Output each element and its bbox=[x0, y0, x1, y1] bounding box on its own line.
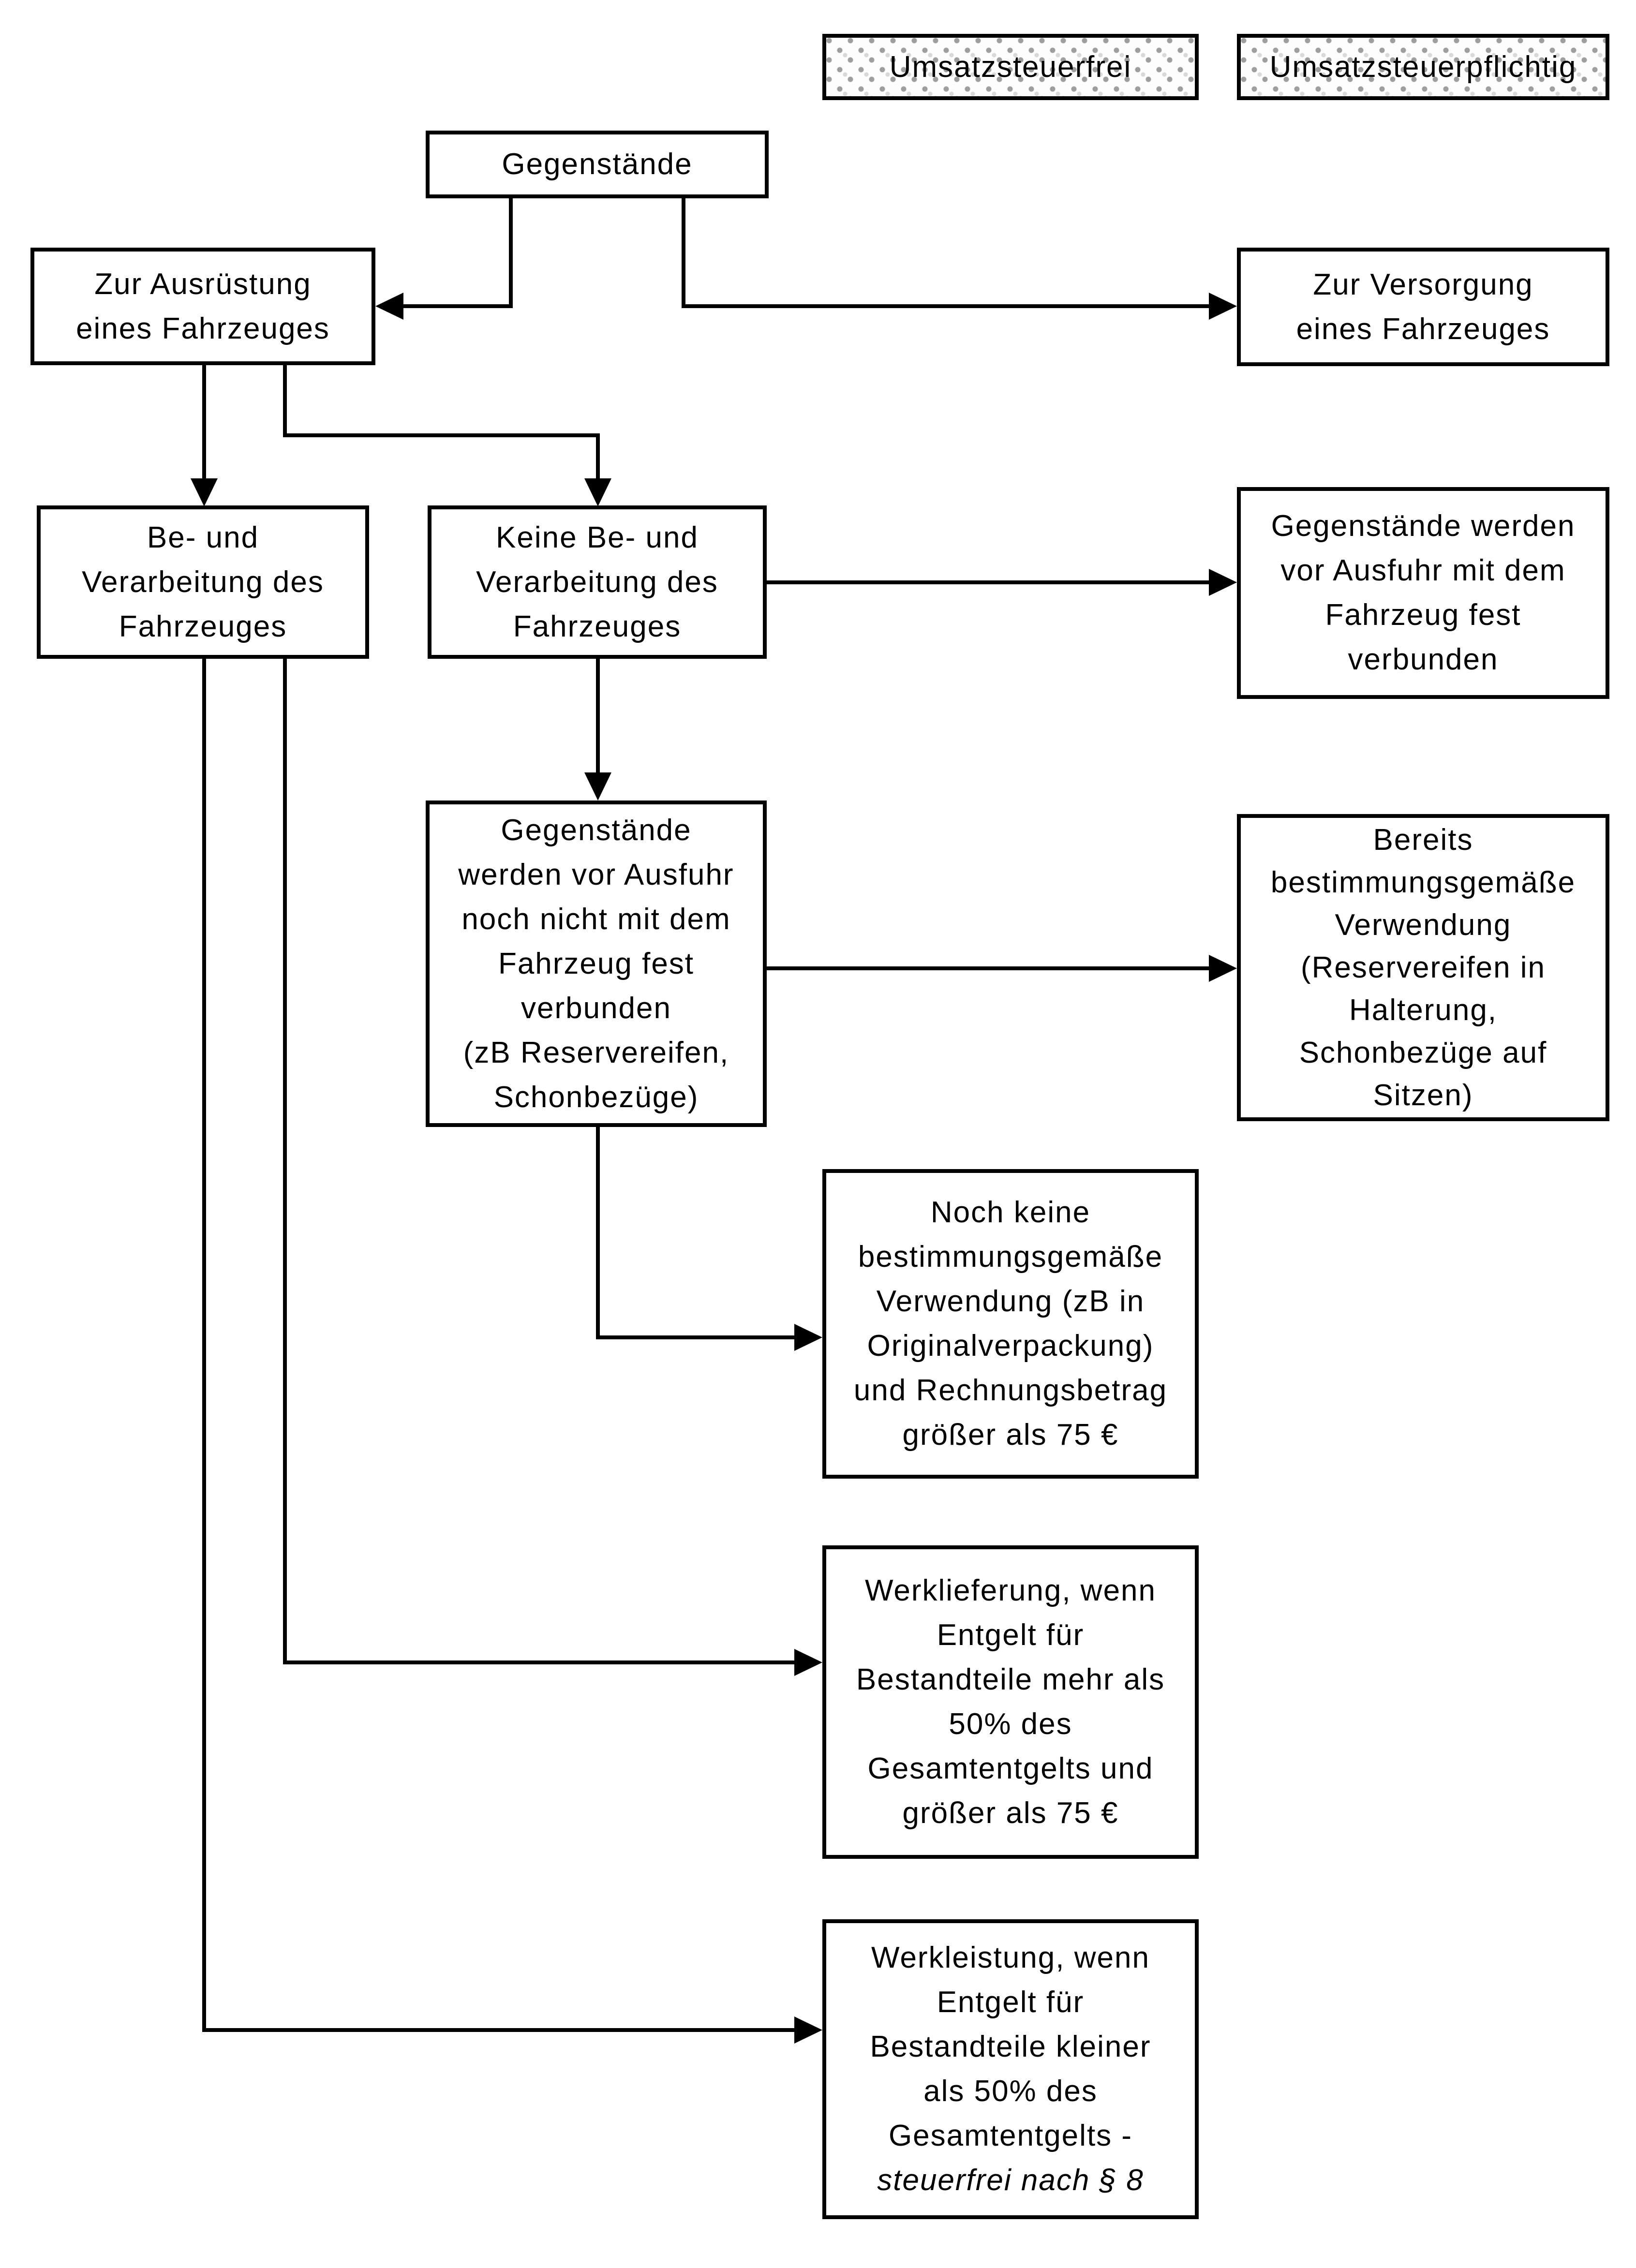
node-noch-keine-verwendung bbox=[822, 1169, 1199, 1479]
node-text-line: Werkleistung, wenn bbox=[871, 1941, 1150, 1974]
node-text-line: Bestandteile mehr als bbox=[856, 1663, 1165, 1696]
node-text-line: Schonbezüge auf bbox=[1299, 1036, 1547, 1069]
node-text-line: Entgelt für bbox=[937, 1618, 1085, 1652]
edge-keine-be-to-noch-nicht bbox=[584, 659, 611, 800]
arrowhead-left-icon bbox=[375, 293, 403, 320]
edge-zur-ausruestung-to-keine-be bbox=[285, 365, 611, 506]
edge-noch-nicht-to-bereits bbox=[767, 955, 1237, 982]
node-text-line: Keine Be- und bbox=[496, 520, 699, 554]
arrowhead-down-icon bbox=[584, 772, 611, 800]
node-text-line: Noch keine bbox=[930, 1196, 1091, 1229]
node-text-line: Schonbezüge) bbox=[493, 1080, 699, 1114]
node-text-line: Gegenstände bbox=[502, 148, 693, 181]
node-text-line: Gegenstände werden bbox=[1271, 509, 1576, 543]
edge-noch-nicht-to-noch-keine bbox=[598, 1127, 822, 1351]
node-bereits-verwendung bbox=[1237, 814, 1609, 1121]
node-text-line: steuerfrei nach § 8 bbox=[877, 2164, 1144, 2197]
node-text-line: Sitzen) bbox=[1373, 1078, 1473, 1112]
node-text-line: Fahrzeuges bbox=[513, 609, 682, 643]
arrowhead-right-icon bbox=[794, 2016, 822, 2044]
node-text-line: bestimmungsgemäße bbox=[1270, 865, 1576, 899]
node-text-line: (zB Reservereifen, bbox=[463, 1036, 729, 1069]
edge-gegenstaende-to-zur-ausruestung bbox=[375, 198, 511, 320]
node-gegenstaende bbox=[426, 131, 769, 198]
node-text-line: verbunden bbox=[521, 991, 672, 1025]
arrowhead-right-icon bbox=[1209, 293, 1237, 320]
node-text-line: und Rechnungsbetrag bbox=[853, 1374, 1168, 1407]
node-fest-verbunden bbox=[1237, 487, 1609, 699]
arrowhead-right-icon bbox=[794, 1324, 822, 1351]
node-text-line: eines Fahrzeuges bbox=[1296, 312, 1550, 346]
node-text-line: Be- und bbox=[147, 520, 259, 554]
node-noch-nicht-verbunden bbox=[426, 800, 767, 1127]
node-text-line: vor Ausfuhr mit dem bbox=[1280, 554, 1566, 587]
arrowhead-down-icon bbox=[191, 478, 218, 506]
node-keine-be-und-verarbeitung bbox=[428, 505, 767, 659]
edge-gegenstaende-to-zur-versorgung bbox=[684, 198, 1237, 320]
node-text-line: Gesamtentgelts - bbox=[888, 2119, 1133, 2152]
node-be-und-verarbeitung bbox=[37, 505, 369, 659]
node-text-line: werden vor Ausfuhr bbox=[458, 858, 734, 891]
node-text-line: bestimmungsgemäße bbox=[858, 1240, 1163, 1274]
node-text-line: verbunden bbox=[1348, 643, 1499, 676]
node-text-line: Gegenstände bbox=[501, 813, 692, 847]
node-text-line: als 50% des bbox=[923, 2075, 1098, 2108]
node-text-line: noch nicht mit dem bbox=[461, 902, 731, 936]
node-text-line: Fahrzeug fest bbox=[1325, 598, 1521, 632]
node-text-line: 50% des bbox=[949, 1707, 1072, 1741]
node-text-line: Verwendung (zB in bbox=[876, 1285, 1145, 1318]
node-zur-versorgung bbox=[1237, 248, 1609, 366]
node-werkleistung bbox=[822, 1919, 1199, 2219]
node-text-line: Bereits bbox=[1373, 823, 1473, 857]
node-text-line: Entgelt für bbox=[937, 1986, 1085, 2019]
arrowhead-right-icon bbox=[1209, 569, 1237, 596]
node-text-line: Verwendung bbox=[1335, 908, 1512, 942]
arrowhead-right-icon bbox=[1209, 955, 1237, 982]
legend-taxable: Umsatzsteuerpflichtig bbox=[1237, 34, 1609, 100]
node-zur-ausruestung bbox=[30, 248, 375, 365]
node-text-line: Zur Ausrüstung bbox=[94, 267, 312, 301]
node-text-line: Verarbeitung des bbox=[82, 565, 324, 599]
legend-tax-free: Umsatzsteuerfrei bbox=[822, 34, 1199, 100]
edge-zur-ausruestung-to-be-und bbox=[191, 365, 218, 506]
node-text-line: Halterung, bbox=[1349, 993, 1498, 1027]
arrowhead-right-icon bbox=[794, 1649, 822, 1676]
node-werklieferung bbox=[822, 1545, 1199, 1859]
node-text-line: Fahrzeuges bbox=[119, 609, 287, 643]
node-text-line: Originalverpackung) bbox=[867, 1329, 1154, 1363]
node-text-line: (Reservereifen in bbox=[1300, 950, 1546, 984]
node-text-line: Zur Versorgung bbox=[1313, 267, 1533, 301]
node-text-line: größer als 75 € bbox=[902, 1796, 1119, 1830]
edge-keine-be-to-fest-verbunden bbox=[767, 569, 1237, 596]
node-text-line: größer als 75 € bbox=[902, 1418, 1119, 1452]
node-text-line: eines Fahrzeuges bbox=[76, 311, 330, 345]
node-text-line: Bestandteile kleiner bbox=[870, 2030, 1151, 2063]
node-text-line: Gesamtentgelts und bbox=[867, 1752, 1154, 1785]
node-text-line: Fahrzeug fest bbox=[498, 947, 695, 980]
node-text-line: Werklieferung, wenn bbox=[864, 1574, 1157, 1607]
arrowhead-down-icon bbox=[584, 478, 611, 506]
node-text-line: Verarbeitung des bbox=[476, 565, 718, 599]
